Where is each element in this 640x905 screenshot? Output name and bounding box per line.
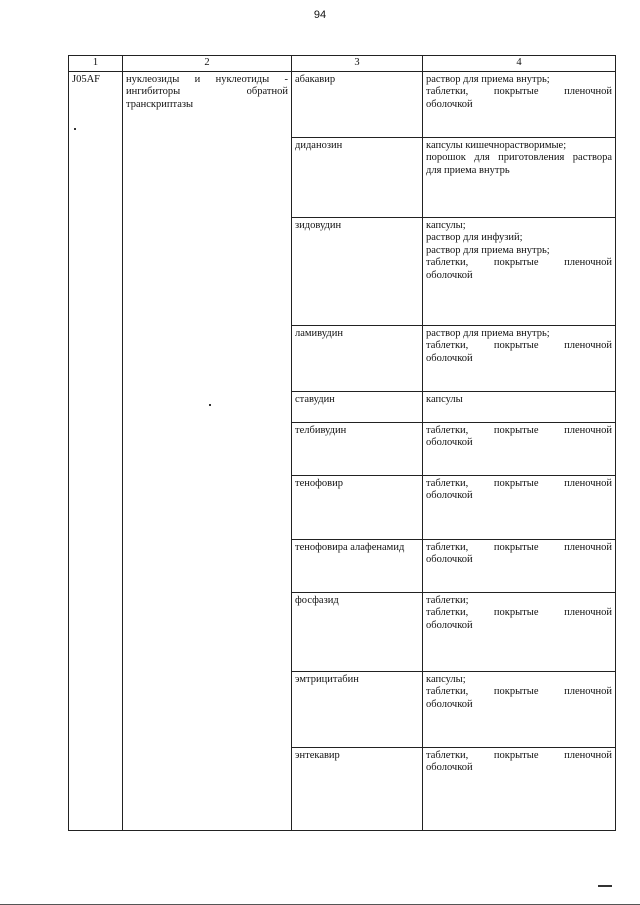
drug-name-cell — [292, 422, 423, 475]
dosage-forms-cell — [423, 422, 616, 475]
dosage-forms-cell — [423, 747, 616, 830]
dosage-forms-cell — [423, 671, 616, 747]
dosage-form: капсулы кишечнорастворимые; — [426, 139, 567, 151]
dosage-forms-cell — [423, 391, 616, 422]
dosage-form: таблетки, покрытые пленочной оболочкой — [426, 749, 612, 773]
dosage-forms-cell — [423, 592, 616, 671]
column-header: 1 — [69, 56, 123, 72]
drug-class-cell — [123, 71, 292, 830]
page-number: 94 — [313, 9, 327, 21]
dosage-form: таблетки, покрытые пленочной оболочкой — [426, 686, 612, 710]
drug-name: фосфазид — [295, 594, 339, 606]
scan-speck — [209, 404, 211, 406]
dosage-form: раствор для инфузий; — [426, 232, 523, 243]
drug-name-cell — [292, 391, 423, 422]
dosage-form: таблетки, покрытые пленочной оболочкой — [426, 477, 612, 501]
drug-name-cell — [292, 325, 423, 391]
dosage-forms-cell — [423, 475, 616, 539]
table-body — [69, 71, 616, 830]
drug-name-cell — [292, 539, 423, 592]
dosage-forms-cell — [423, 325, 616, 391]
dosage-form: таблетки, покрытые пленочной оболочкой — [426, 607, 612, 631]
drug-name: тенофовира алафенамид — [295, 541, 405, 553]
table-row — [69, 71, 616, 137]
dosage-form: таблетки; — [426, 594, 469, 606]
drug-name: тенофовир — [295, 477, 343, 489]
drug-name-cell — [292, 671, 423, 747]
dosage-form: капсулы; — [426, 219, 466, 231]
drug-name: абакавир — [295, 73, 336, 85]
scan-speck — [74, 128, 76, 130]
drug-name-cell — [292, 747, 423, 830]
drug-name: ламивудин — [295, 327, 343, 339]
column-header: 4 — [423, 56, 616, 72]
dosage-forms-cell — [423, 71, 616, 137]
dosage-form: таблетки, покрытые пленочной оболочкой — [426, 86, 612, 110]
dosage-form: раствор для приема внутрь; — [426, 73, 550, 85]
drug-class-name: нуклеозиды и нуклеотиды - ингибиторы обратной транскриптазы — [126, 73, 288, 110]
atc-code: J05AF — [72, 73, 101, 85]
dosage-form: порошок для приготовления раствора для приема внутрь — [426, 152, 612, 176]
drug-name-cell — [292, 137, 423, 217]
column-header: 2 — [123, 56, 292, 72]
dosage-form: раствор для приема внутрь; — [426, 327, 550, 339]
drug-name-cell — [292, 217, 423, 325]
dosage-form: капсулы — [426, 393, 463, 405]
dosage-form: таблетки, покрытые пленочной оболочкой — [426, 424, 612, 448]
drug-name-cell — [292, 475, 423, 539]
dosage-form: раствор для приема внутрь; — [426, 244, 550, 256]
drug-name: энтекавир — [295, 749, 340, 761]
drug-name: диданозин — [295, 139, 343, 151]
drug-name: ставудин — [295, 393, 335, 405]
dosage-form: таблетки, покрытые пленочной оболочкой — [426, 541, 612, 565]
dosage-forms-cell — [423, 539, 616, 592]
drug-name: телбивудин — [295, 424, 347, 436]
dosage-form: капсулы; — [426, 673, 466, 685]
column-header: 3 — [292, 56, 423, 72]
dosage-forms-cell — [423, 217, 616, 325]
atc-code-cell — [69, 71, 123, 830]
drug-name: зидовудин — [295, 219, 342, 231]
drug-name-cell — [292, 71, 423, 137]
drug-table — [68, 55, 616, 831]
dosage-forms-cell — [423, 137, 616, 217]
drug-name: эмтрицитабин — [295, 673, 359, 685]
dosage-form: таблетки, покрытые пленочной оболочкой — [426, 257, 612, 281]
table-header-row — [69, 56, 616, 72]
scan-mark — [598, 885, 612, 887]
drug-name-cell — [292, 592, 423, 671]
dosage-form: таблетки, покрытые пленочной оболочкой — [426, 340, 612, 364]
